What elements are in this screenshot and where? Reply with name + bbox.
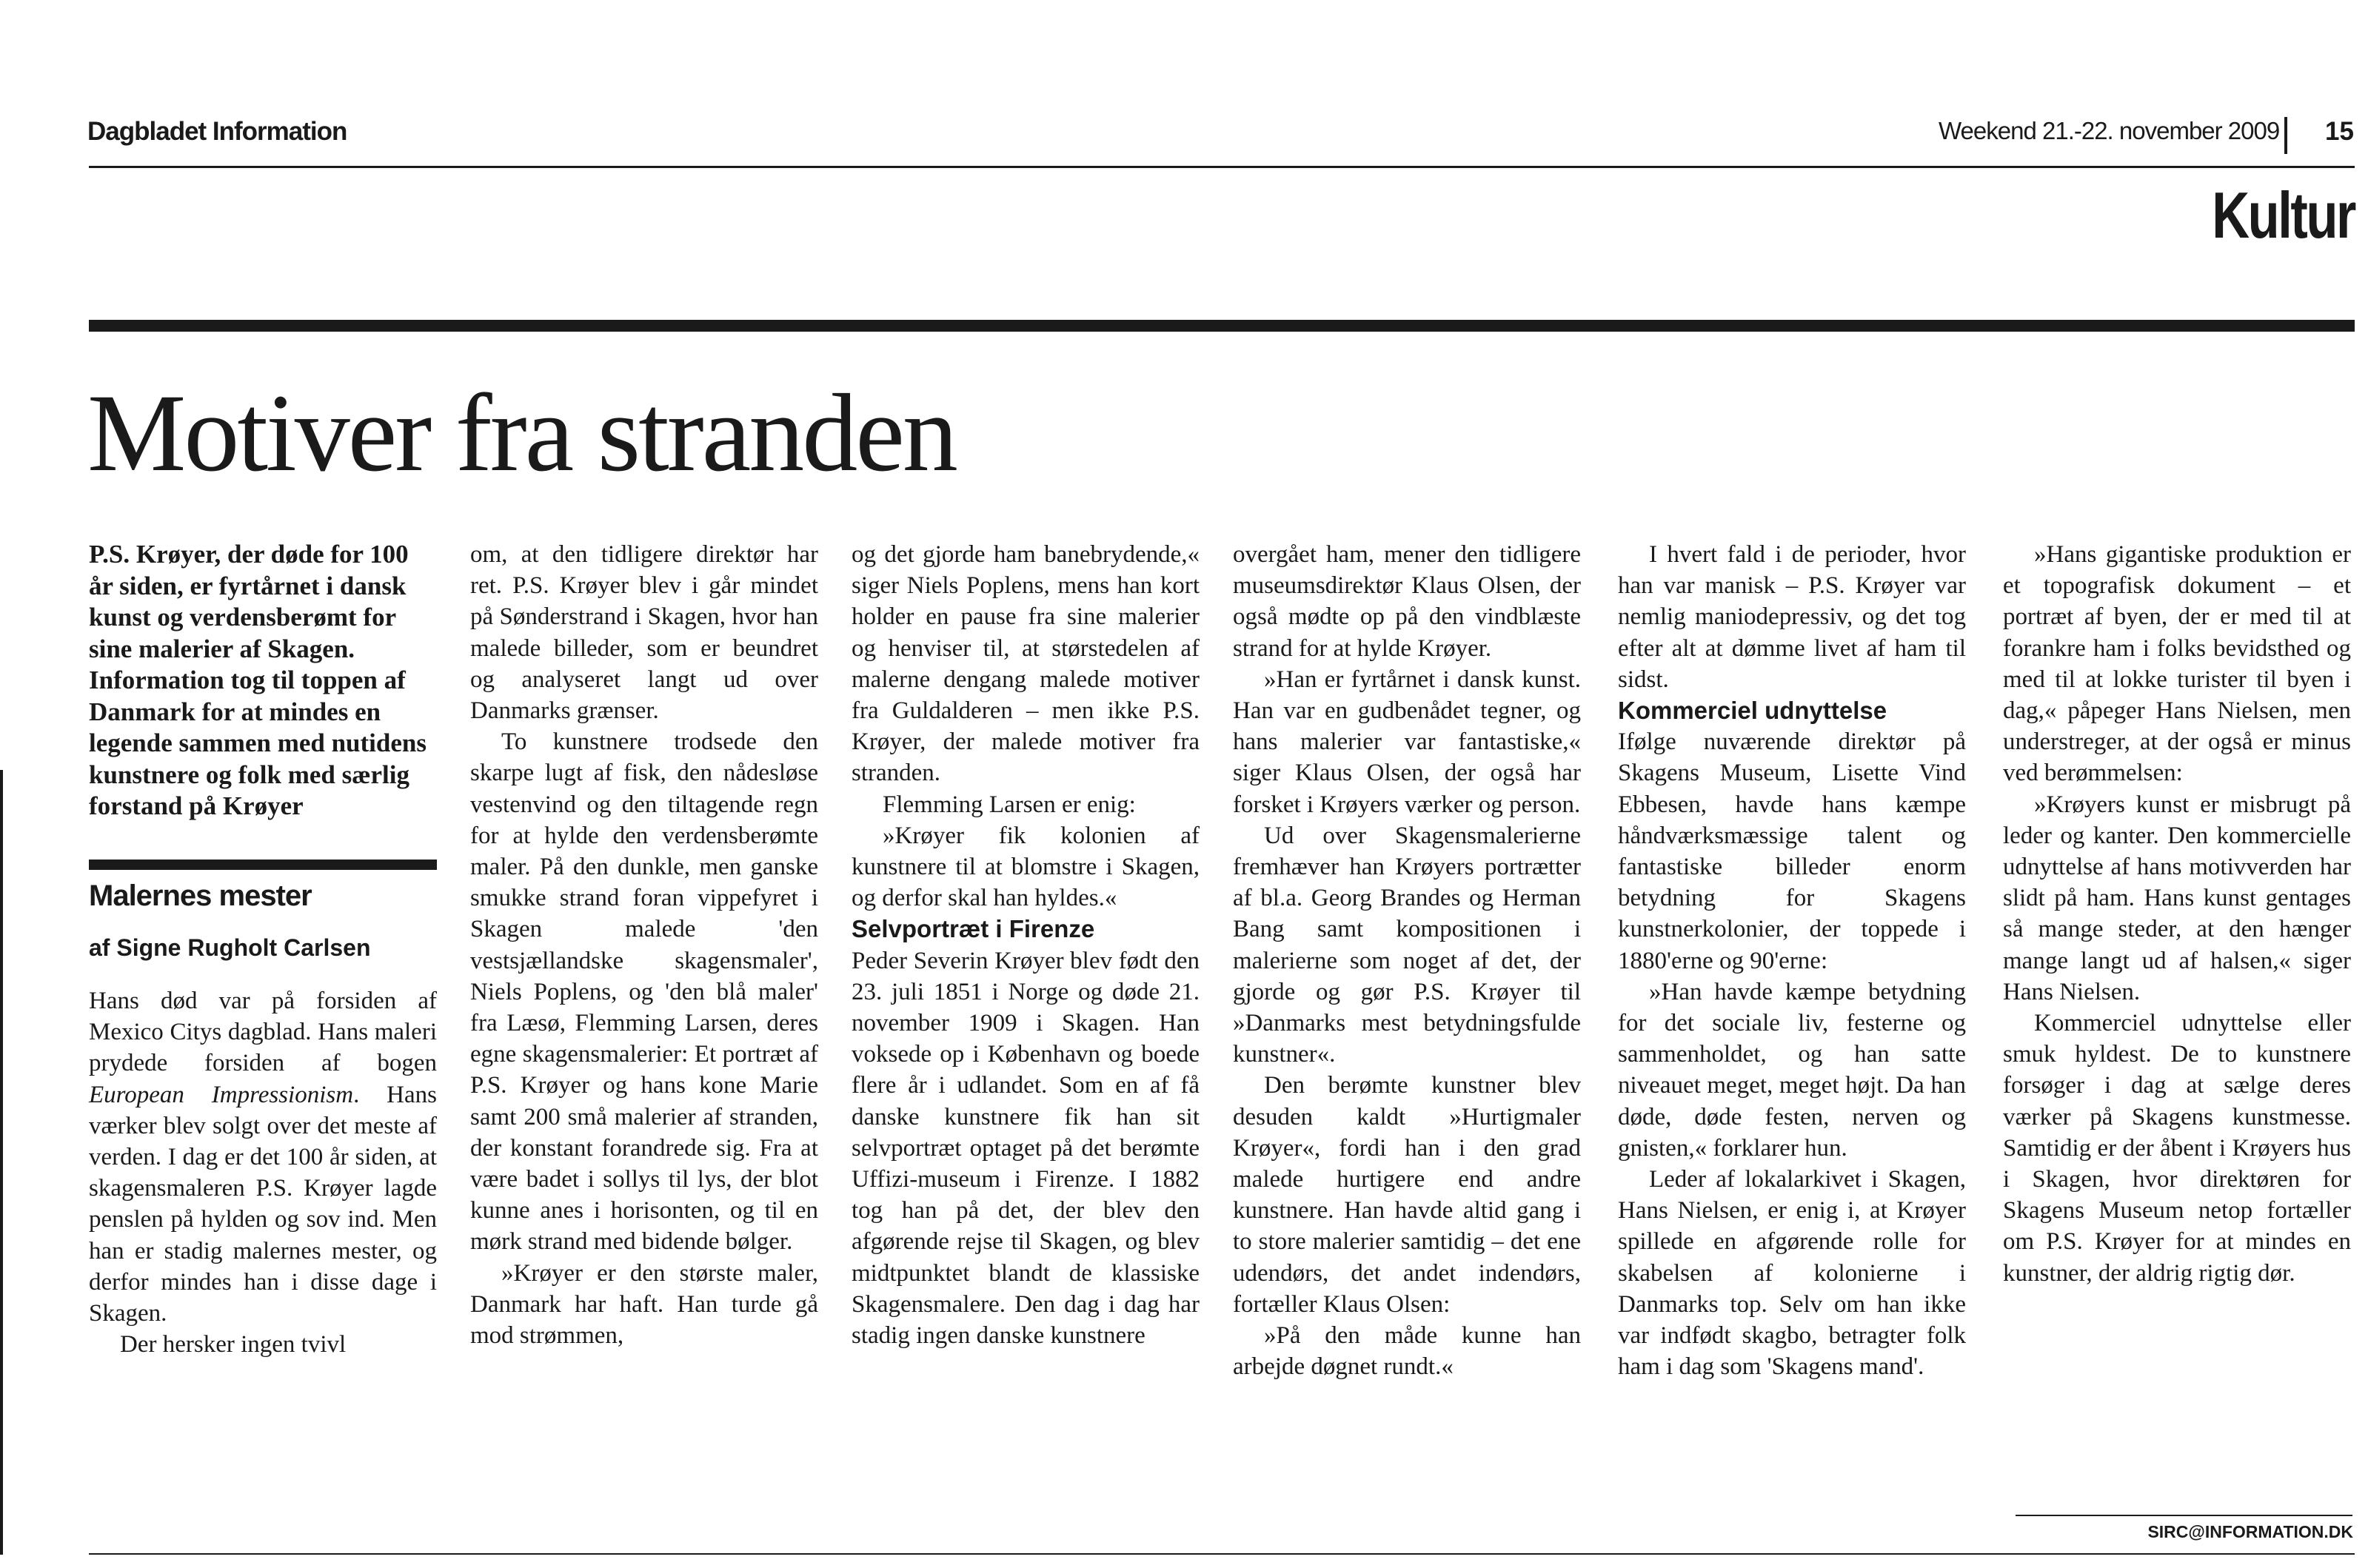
column-6 xyxy=(2003,539,2351,1289)
headline: Motiver fra stranden xyxy=(87,372,956,495)
byline: af Signe Rugholt Carlsen xyxy=(89,934,371,961)
paragraph: »Krøyer fik kolonien af kunstnere til at blomstre i Skagen, og derfor skal han hyldes.« xyxy=(852,822,1200,912)
paragraph: »Hans gigantiske produktion er et topografisk dokument – et portræt af byen, der er med til at forankre ham i folks bevidsthed og med til at lokke turister til byen i dag,« påpeger Hans Nielsen, men understreger, at der også er minus ved berømmelsen: xyxy=(2003,541,2351,787)
scan-edge-mark xyxy=(0,770,3,1555)
dateline: Weekend 21.-22. november 2009 xyxy=(1939,117,2280,144)
column-3 xyxy=(852,539,1200,1351)
column-4 xyxy=(1233,539,1581,1382)
author-email: SIRC@INFORMATION.DK xyxy=(2147,1522,2353,1541)
paragraph: »Krøyers kunst er misbrugt på leder og kanter. Den kommercielle udnyttelse af hans motivverden har slidt på ham. Hans kunst gentages så mange steder, at den hænger mange langt ud af halsen,« siger Hans Nielsen. xyxy=(2003,791,2351,1005)
page-number: 15 xyxy=(2325,117,2354,146)
section-rule xyxy=(89,320,2355,332)
paragraph: og det gjorde ham banebrydende,« siger Niels Poplens, mens han kort holder en pause fra sine malerier og henviser til, at størstedelen af malerne dengang malede motiver fra Guldalderen – men ikke P.S. Krøyer, der malede motiver fra stranden. xyxy=(852,541,1200,787)
footer-short-rule xyxy=(2016,1515,2352,1516)
footer-rule xyxy=(89,1553,2355,1555)
box-rule xyxy=(89,860,437,870)
dateline-divider xyxy=(2284,117,2287,154)
paragraph: »Krøyer er den største maler, Danmark har haft. Han turde gå mod strømmen, xyxy=(470,1259,818,1350)
paragraph: »Han er fyrtårnet i dansk kunst. Han var en gudbenådet tegner, og hans malerier var fantastiske,« siger Klaus Olsen, der også har forsket i Krøyers værker og person. xyxy=(1233,666,1581,818)
paragraph: Den berømte kunstner blev desuden kaldt »Hurtigmaler Krøyer«, fordi han i den grad malede hurtigere end andre kunstnere. Han havde altid gang i to store malerier samtidig – det ene udendørs, det andet indendørs, fortæller Klaus Olsen: xyxy=(1233,1072,1581,1318)
paragraph: Flemming Larsen er enig: xyxy=(883,791,1136,818)
paragraph: overgået ham, mener den tidligere museumsdirektør Klaus Olsen, der også mødte op på den vindblæste strand for at hylde Krøyer. xyxy=(1233,541,1581,662)
paragraph: Hans død var på forsiden af Mexico Citys dagblad. Hans maleri prydede forsiden af bogen European Impressionism. Hans værker blev solgt over det meste af verden. I dag er det 100 år siden, at skagensmaleren P.S. Krøyer lagde penslen på hylden og sov ind. Men han er stadig malernes mester, og derfor mindes han i disse dage i Skagen. xyxy=(89,987,437,1327)
subheading: Kommerciel udnyttelse xyxy=(1618,697,1887,725)
paragraph: Ud over Skagensmalerierne fremhæver han Krøyers portrætter af bl.a. Georg Brandes og Herman Bang samt kompositionen i malerierne som noget af det, der gjorde og gør P.S. Krøyer til »Danmarks mest betydningsfulde kunstner«. xyxy=(1233,822,1581,1068)
column-5 xyxy=(1618,539,1966,1382)
paragraph: Peder Severin Krøyer blev født den 23. juli 1851 i Norge og døde 21. november 1909 i Skagen. Han voksede op i København og boede flere år i udlandet. Som en af få danske kunstnere fik han sit selvportræt optaget på det berømte Uffizi-museum i Firenze. I 1882 tog han på det, der blev den afgørende rejse til Skagen, og blev midtpunktet blandt de klassiske Skagensmalere. Den dag i dag har stadig ingen danske kunstnere xyxy=(852,947,1200,1350)
subheading: Selvportræt i Firenze xyxy=(852,915,1095,943)
paragraph: »Han havde kæmpe betydning for det sociale liv, festerne og sammenholdet, og han satte niveauet meget, meget højt. Da han døde, døde festen, nerven og gnisten,« forklarer hun. xyxy=(1618,978,1966,1162)
paragraph: Leder af lokalarkivet i Skagen, Hans Nielsen, er enig i, at Krøyer spillede en afgørende rolle for skabelsen af kolonierne i Danmarks top. Selv om han ikke var indfødt skagbo, betragter folk ham i dag som 'Skagens mand'. xyxy=(1618,1166,1966,1381)
paragraph: Ifølge nuværende direktør på Skagens Museum, Lisette Vind Ebbesen, havde hans kæmpe håndværksmæssige talent og fantastiske billeder enorm betydning for Skagens kunstnerkolonier, der toppede i 1880'erne og 90'erne: xyxy=(1618,728,1966,974)
header-rule xyxy=(89,166,2355,168)
paragraph: I hvert fald i de perioder, hvor han var manisk – P.S. Krøyer var nemlig maniodepressiv, og det tog efter alt at dømme livet af ham til sidst. xyxy=(1618,541,1966,693)
column-1 xyxy=(89,539,437,1360)
column-2 xyxy=(470,539,818,1351)
paragraph: Der hersker ingen tvivl xyxy=(120,1331,347,1358)
paragraph: Kommerciel udnyttelse eller smuk hyldest. De to kunstnere forsøger i dag at sælge deres værker på Skagens kunstmesse. Samtidig er der åbent i Krøyers hus i Skagen, hvor direktøren for Skagens Museum netop fortæller om P.S. Krøyer for at mindes en kunstner, der aldrig rigtig dør. xyxy=(2003,1010,2351,1287)
paragraph: »På den måde kunne han arbejde døgnet rundt.« xyxy=(1233,1322,1581,1381)
paragraph: om, at den tidligere direktør har ret. P.S. Krøyer blev i går mindet på Sønderstrand i Skagen, hvor han malede billeder, som er beundret og analyseret langt ud over Danmarks grænser. xyxy=(470,541,818,725)
section-title: Kultur xyxy=(2212,178,2355,252)
paragraph: To kunstnere trodsede den skarpe lugt af fisk, den nådesløse vestenvind og den tiltagende regn for at hylde den verdensberømte maler. På den dunkle, men ganske smukke strand foran vippefyret i Skagen malede 'den vestsjællandske skagensmaler', Niels Poplens, og 'den blå maler' fra Læsø, Flemming Larsen, deres egne skagensmalerier: Et portræt af P.S. Krøyer og hans kone Marie samt 200 små malerier af stranden, der konstant forandrede sig. Fra at være badet i sollys til lys, der blot kunne anes i horisonten, og til en mørk strand med bidende bølger. xyxy=(470,728,818,1256)
masthead: Dagbladet Information xyxy=(87,117,347,146)
lead-paragraph: P.S. Krøyer, der døde for 100 år siden, er fyrtårnet i dansk kunst og verdensberømt for sine malerier af Skagen. Information tog til toppen af Danmark for at mindes en legende sammen med nutidens kunstnere og folk med særlig forstand på Krøyer xyxy=(89,540,427,820)
box-title: Malernes mester xyxy=(89,879,312,912)
